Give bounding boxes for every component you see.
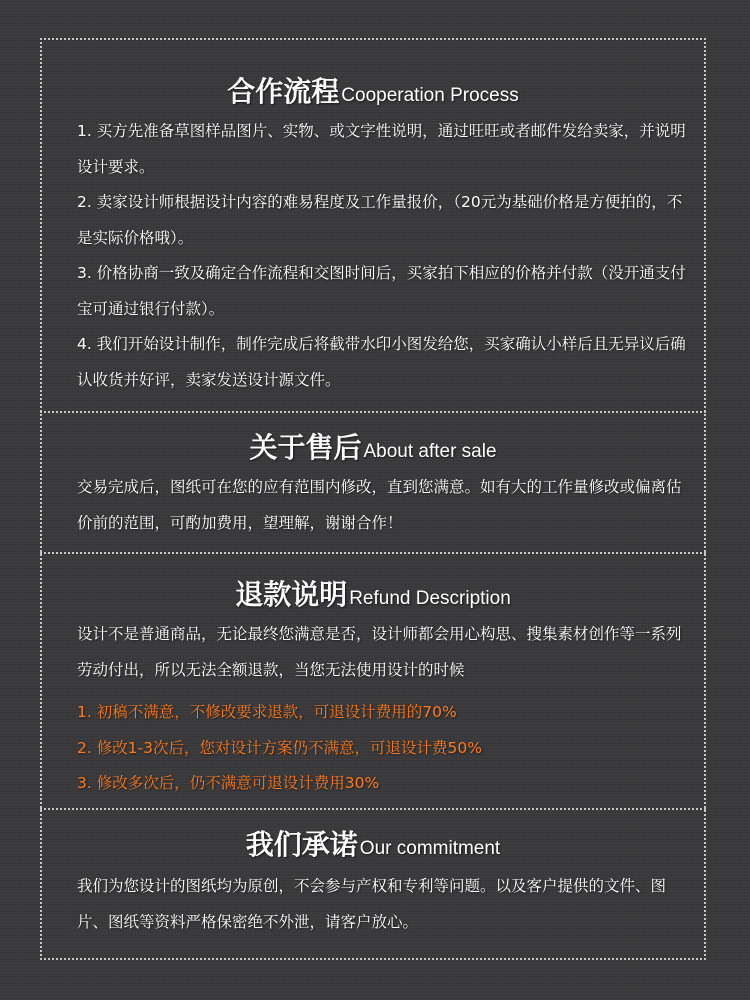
after-sale-section [40,412,706,552]
refund-terms [77,695,637,802]
refund-term: 2. 修改1-3次后，您对设计方案仍不满意，可退设计费50% [77,738,482,757]
commitment-section [40,809,706,960]
cooperation-item: 1. 买方先准备草图样品图片、实物、或文字性说明，通过旺旺或者邮件发给卖家，并说明设计要求。 [77,122,686,176]
cooperation-title [40,70,706,110]
commitment-title-en: Our commitment [359,838,501,859]
after-sale-title-en: About after sale [363,441,497,462]
refund-title [40,573,706,613]
cooperation-item: 2. 卖家设计师根据设计内容的难易程度及工作量报价，（20元为基础价格是方便拍的，不是实际价格哦）。 [77,193,683,247]
commitment-title-cn: 我们承诺 [245,828,358,861]
refund-paragraph: 设计不是普通商品，无论最终您满意是否，设计师都会用心构思、搜集素材创作等一系列劳动付出，所以无法全额退款，当您无法使用设计的时候 [77,625,682,679]
cooperation-section [40,38,706,412]
cooperation-list [77,114,692,398]
commitment-text [77,869,692,940]
cooperation-item: 4. 我们开始设计制作，制作完成后将截带水印小图发给您，买家确认小样后且无异议后确认收货并好评，卖家发送设计源文件。 [77,335,686,389]
commitment-title [40,823,706,863]
after-sale-title-cn: 关于售后 [249,431,362,464]
cooperation-item: 3. 价格协商一致及确定合作流程和交图时间后，买家拍下相应的价格并付款（没开通支付宝可通过银行付款）。 [77,264,686,318]
after-sale-paragraph: 交易完成后，图纸可在您的应有范围内修改，直到您满意。如有大的工作量修改或偏离估价前的范围，可酌加费用，望理解，谢谢合作！ [77,478,682,532]
after-sale-title [40,426,706,466]
refund-term: 3. 修改多次后，仍不满意可退设计费用30% [77,774,380,792]
commitment-paragraph: 我们为您设计的图纸均为原创，不会参与产权和专利等问题。以及客户提供的文件、图片、图纸等资料严格保密绝不外泄，请客户放心。 [77,877,667,931]
cooperation-title-cn: 合作流程 [227,75,340,108]
refund-title-cn: 退款说明 [235,578,348,611]
refund-term: 1. 初稿不满意，不修改要求退款，可退设计费用的70% [77,703,457,721]
refund-text [77,617,692,688]
after-sale-text [77,470,692,541]
cooperation-title-en: Cooperation Process [341,85,519,106]
refund-title-en: Refund Description [349,588,511,609]
